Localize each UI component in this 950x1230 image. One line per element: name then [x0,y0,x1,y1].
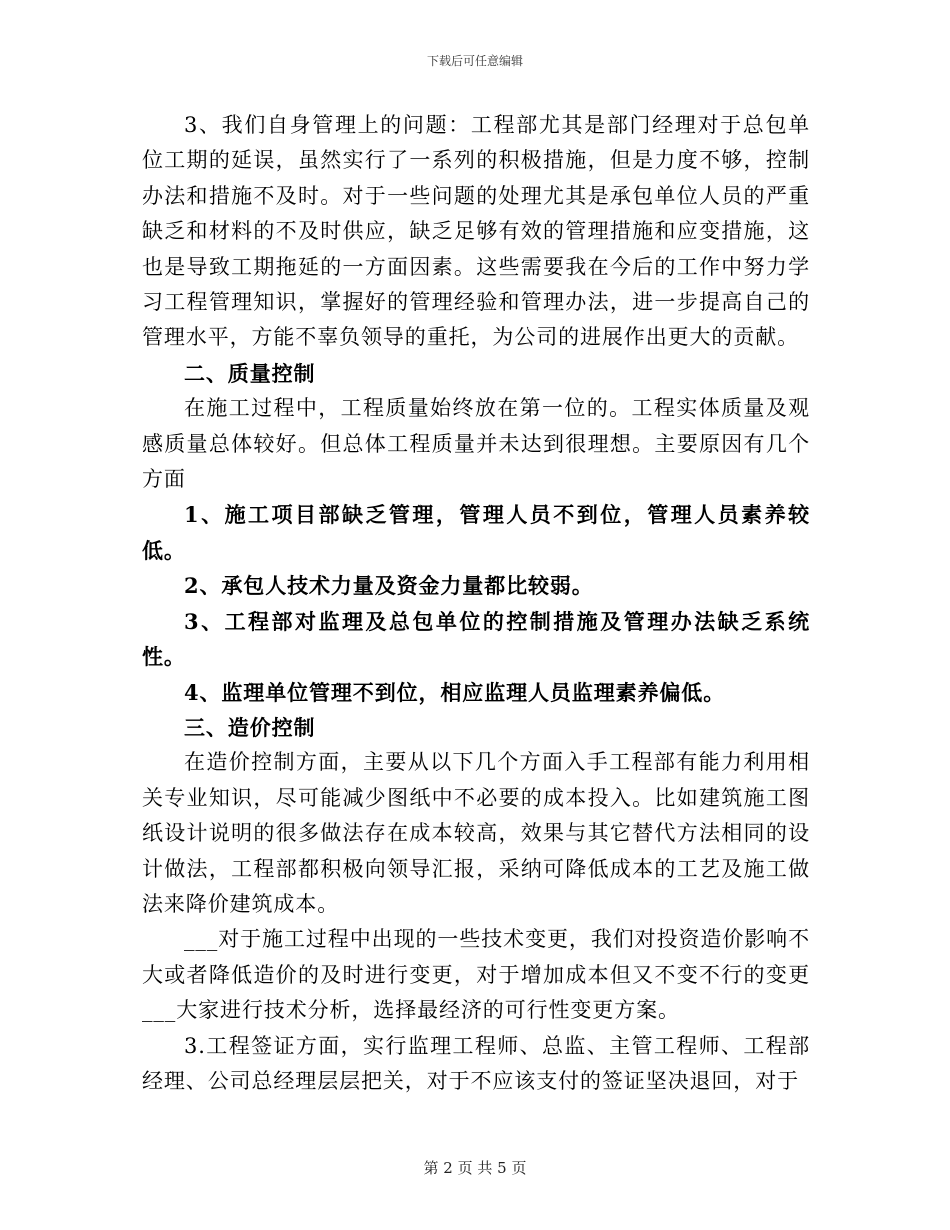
paragraph-schedule-issues: 3、我们自身管理上的问题：工程部尤其是部门经理对于总包单位工期的延误，虽然实行了一系列的积极措施，但是力度不够，控制办法和措施不及时。对于一些问题的处理尤其是承包单位人员的严重缺乏和材料的不及时供应，缺乏足够有效的管理措施和应变措施，这也是导致工期拖延的一方面因素。这些需要我在今后的工作中努力学习工程管理知识，掌握好的管理经验和管理办法，进一步提高自己的管理水平，方能不辜负领导的重托，为公司的进展作出更大的贡献。 [142,113,810,350]
heading-cost-control: 三、造价控制 [184,714,316,740]
list-item-quality-1: 1、施工项目部缺乏管理，管理人员不到位，管理人员素养较低。 [142,502,810,563]
paragraph-technical-changes: ___对于施工过程中出现的一些技术变更，我们对投资造价影响不大或者降低造价的及时进行变更，对于增加成本但又不变不行的变更___大家进行技术分析，选择最经济的可行性变更方案。 [142,927,810,1023]
document-body [142,108,810,1099]
list-item-quality-4: 4、监理单位管理不到位，相应监理人员监理素养偏低。 [184,679,726,705]
paragraph-cost-intro: 在造价控制方面，主要从以下几个方面入手工程部有能力利用相关专业知识，尽可能减少图纸中不必要的成本投入。比如建筑施工图纸设计说明的很多做法存在成本较高，效果与其它替代方法相同的设计做法，工程部都积极向领导汇报，采纳可降低成本的工艺及施工做法来降价建筑成本。 [142,750,810,916]
list-item-quality-3: 3、工程部对监理及总包单位的控制措施及管理办法缺乏系统性。 [142,608,810,670]
heading-quality-control: 二、质量控制 [184,360,316,386]
paragraph-quality-intro: 在施工过程中，工程质量始终放在第一位的。工程实体质量及观感质量总体较好。但总体工程质量并未达到很理想。主要原因有几个方面 [142,396,810,492]
list-item-quality-2: 2、承包人技术力量及资金力量都比较弱。 [184,573,594,599]
paragraph-site-visa: 3.工程签证方面，实行监理工程师、总监、主管工程师、工程部经理、公司总经理层层把关，对于不应该支付的签证坚决退回，对于 [142,1033,810,1093]
page-footer: 第 2 页 共 5 页 [423,1159,527,1177]
page-header: 下载后可任意编辑 [426,54,523,68]
